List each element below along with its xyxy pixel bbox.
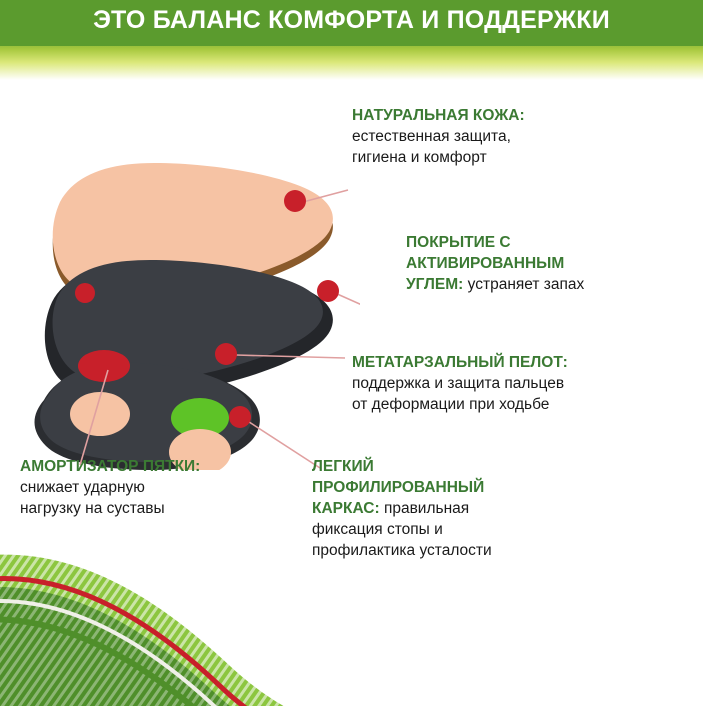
callout-heel-body-2: нагрузку на суставы bbox=[20, 500, 165, 517]
callout-heel-lead: АМОРТИЗАТОР ПЯТКИ: bbox=[20, 458, 201, 475]
heel-shock-absorber-marker bbox=[78, 350, 130, 382]
callout-carbon-body: устраняет запах bbox=[467, 276, 585, 293]
callout-leather-body-2: гигиена и комфорт bbox=[352, 149, 487, 166]
bottom-decorative-waves bbox=[0, 536, 703, 706]
page-title: ЭТО БАЛАНС КОМФОРТА И ПОДДЕРЖКИ bbox=[93, 6, 610, 34]
callout-leather-lead: НАТУРАЛЬНАЯ КОЖА: bbox=[352, 107, 525, 124]
callout-heel-body-1: снижает ударную bbox=[20, 479, 145, 496]
callout-frame-body-1: правильная bbox=[383, 500, 470, 517]
marker-carbon[interactable] bbox=[317, 280, 339, 302]
callout-metatarsal-pad bbox=[352, 352, 662, 415]
insole-illustration bbox=[0, 70, 360, 470]
callout-activated-carbon bbox=[406, 232, 691, 295]
callout-carbon-lead-2: АКТИВИРОВАННЫМ bbox=[406, 255, 565, 272]
callout-heel-absorber bbox=[20, 456, 275, 519]
callout-carbon-lead-1: ПОКРЫТИЕ С bbox=[406, 234, 511, 251]
marker-leather[interactable] bbox=[284, 190, 306, 212]
header-band bbox=[0, 0, 703, 46]
callout-frame-lead-2: ПРОФИЛИРОВАННЫЙ bbox=[312, 479, 485, 496]
marker-heel[interactable] bbox=[75, 283, 95, 303]
marker-frame[interactable] bbox=[229, 406, 251, 428]
callout-pad-body-1: поддержка и защита пальцев bbox=[352, 375, 565, 392]
callout-frame-body-3: профилактика усталости bbox=[312, 542, 492, 559]
callout-frame-body-2: фиксация стопы и bbox=[312, 521, 443, 538]
callout-frame-lead-3: КАРКАС: bbox=[312, 500, 380, 517]
callout-natural-leather bbox=[352, 105, 652, 168]
marker-metatarsal[interactable] bbox=[215, 343, 237, 365]
callout-frame-lead-1: ЛЕГКИЙ bbox=[312, 458, 374, 475]
callout-carbon-lead-3: УГЛЕМ: bbox=[406, 276, 464, 293]
callout-pad-lead: МЕТАТАРЗАЛЬНЫЙ ПЕЛОТ: bbox=[352, 354, 568, 371]
callout-pad-body-2: от деформации при ходьбе bbox=[352, 396, 550, 413]
callout-leather-body-1: естественная защита, bbox=[352, 128, 511, 145]
